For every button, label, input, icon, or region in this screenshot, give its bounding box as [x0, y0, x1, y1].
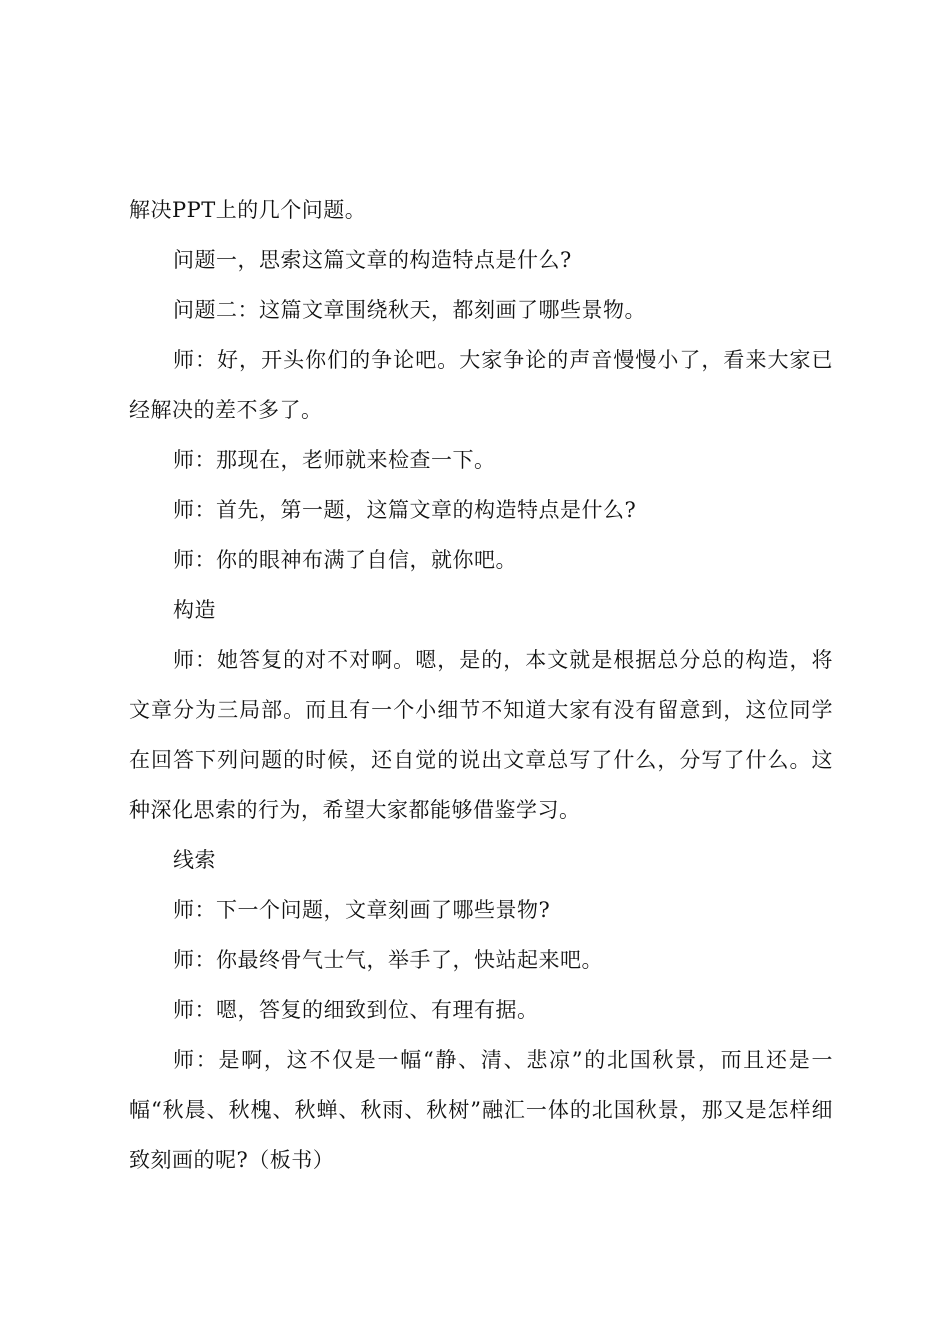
paragraph: 师：下一个问题，文章刻画了哪些景物?	[173, 898, 551, 922]
section-heading: 构造	[173, 598, 216, 622]
paragraph: 师：你的眼神布满了自信，就你吧。	[173, 548, 517, 572]
paragraph: 解决PPT上的几个问题。	[129, 198, 367, 222]
document-body	[129, 185, 833, 1185]
paragraph: 师：那现在，老师就来检查一下。	[173, 448, 496, 472]
section-heading: 线索	[173, 848, 216, 872]
paragraph: 师：你最终骨气士气，举手了，快站起来吧。	[173, 948, 603, 972]
paragraph: 问题一，思索这篇文章的构造特点是什么?	[173, 248, 572, 272]
paragraph: 问题二：这篇文章围绕秋天，都刻画了哪些景物。	[173, 298, 646, 322]
paragraph: 师：首先，第一题，这篇文章的构造特点是什么?	[173, 498, 637, 522]
paragraph: 师：好，开头你们的争论吧。大家争论的声音慢慢小了，看来大家已经解决的差不多了。	[129, 348, 833, 422]
paragraph: 师：嗯，答复的细致到位、有理有据。	[173, 998, 539, 1022]
paragraph: 师：是啊，这不仅是一幅“静、清、悲凉”的北国秋景，而且还是一幅“秋晨、秋槐、秋蝉、秋雨、秋树”融汇一体的北国秋景，那又是怎样细致刻画的呢?（板书）	[129, 1048, 833, 1172]
paragraph: 师：她答复的对不对啊。嗯，是的，本文就是根据总分总的构造，将文章分为三局部。而且有一个小细节不知道大家有没有留意到，这位同学在回答下列问题的时候，还自觉的说出文章总写了什么，分写了什么。这种深化思索的行为，希望大家都能够借鉴学习。	[129, 648, 833, 822]
